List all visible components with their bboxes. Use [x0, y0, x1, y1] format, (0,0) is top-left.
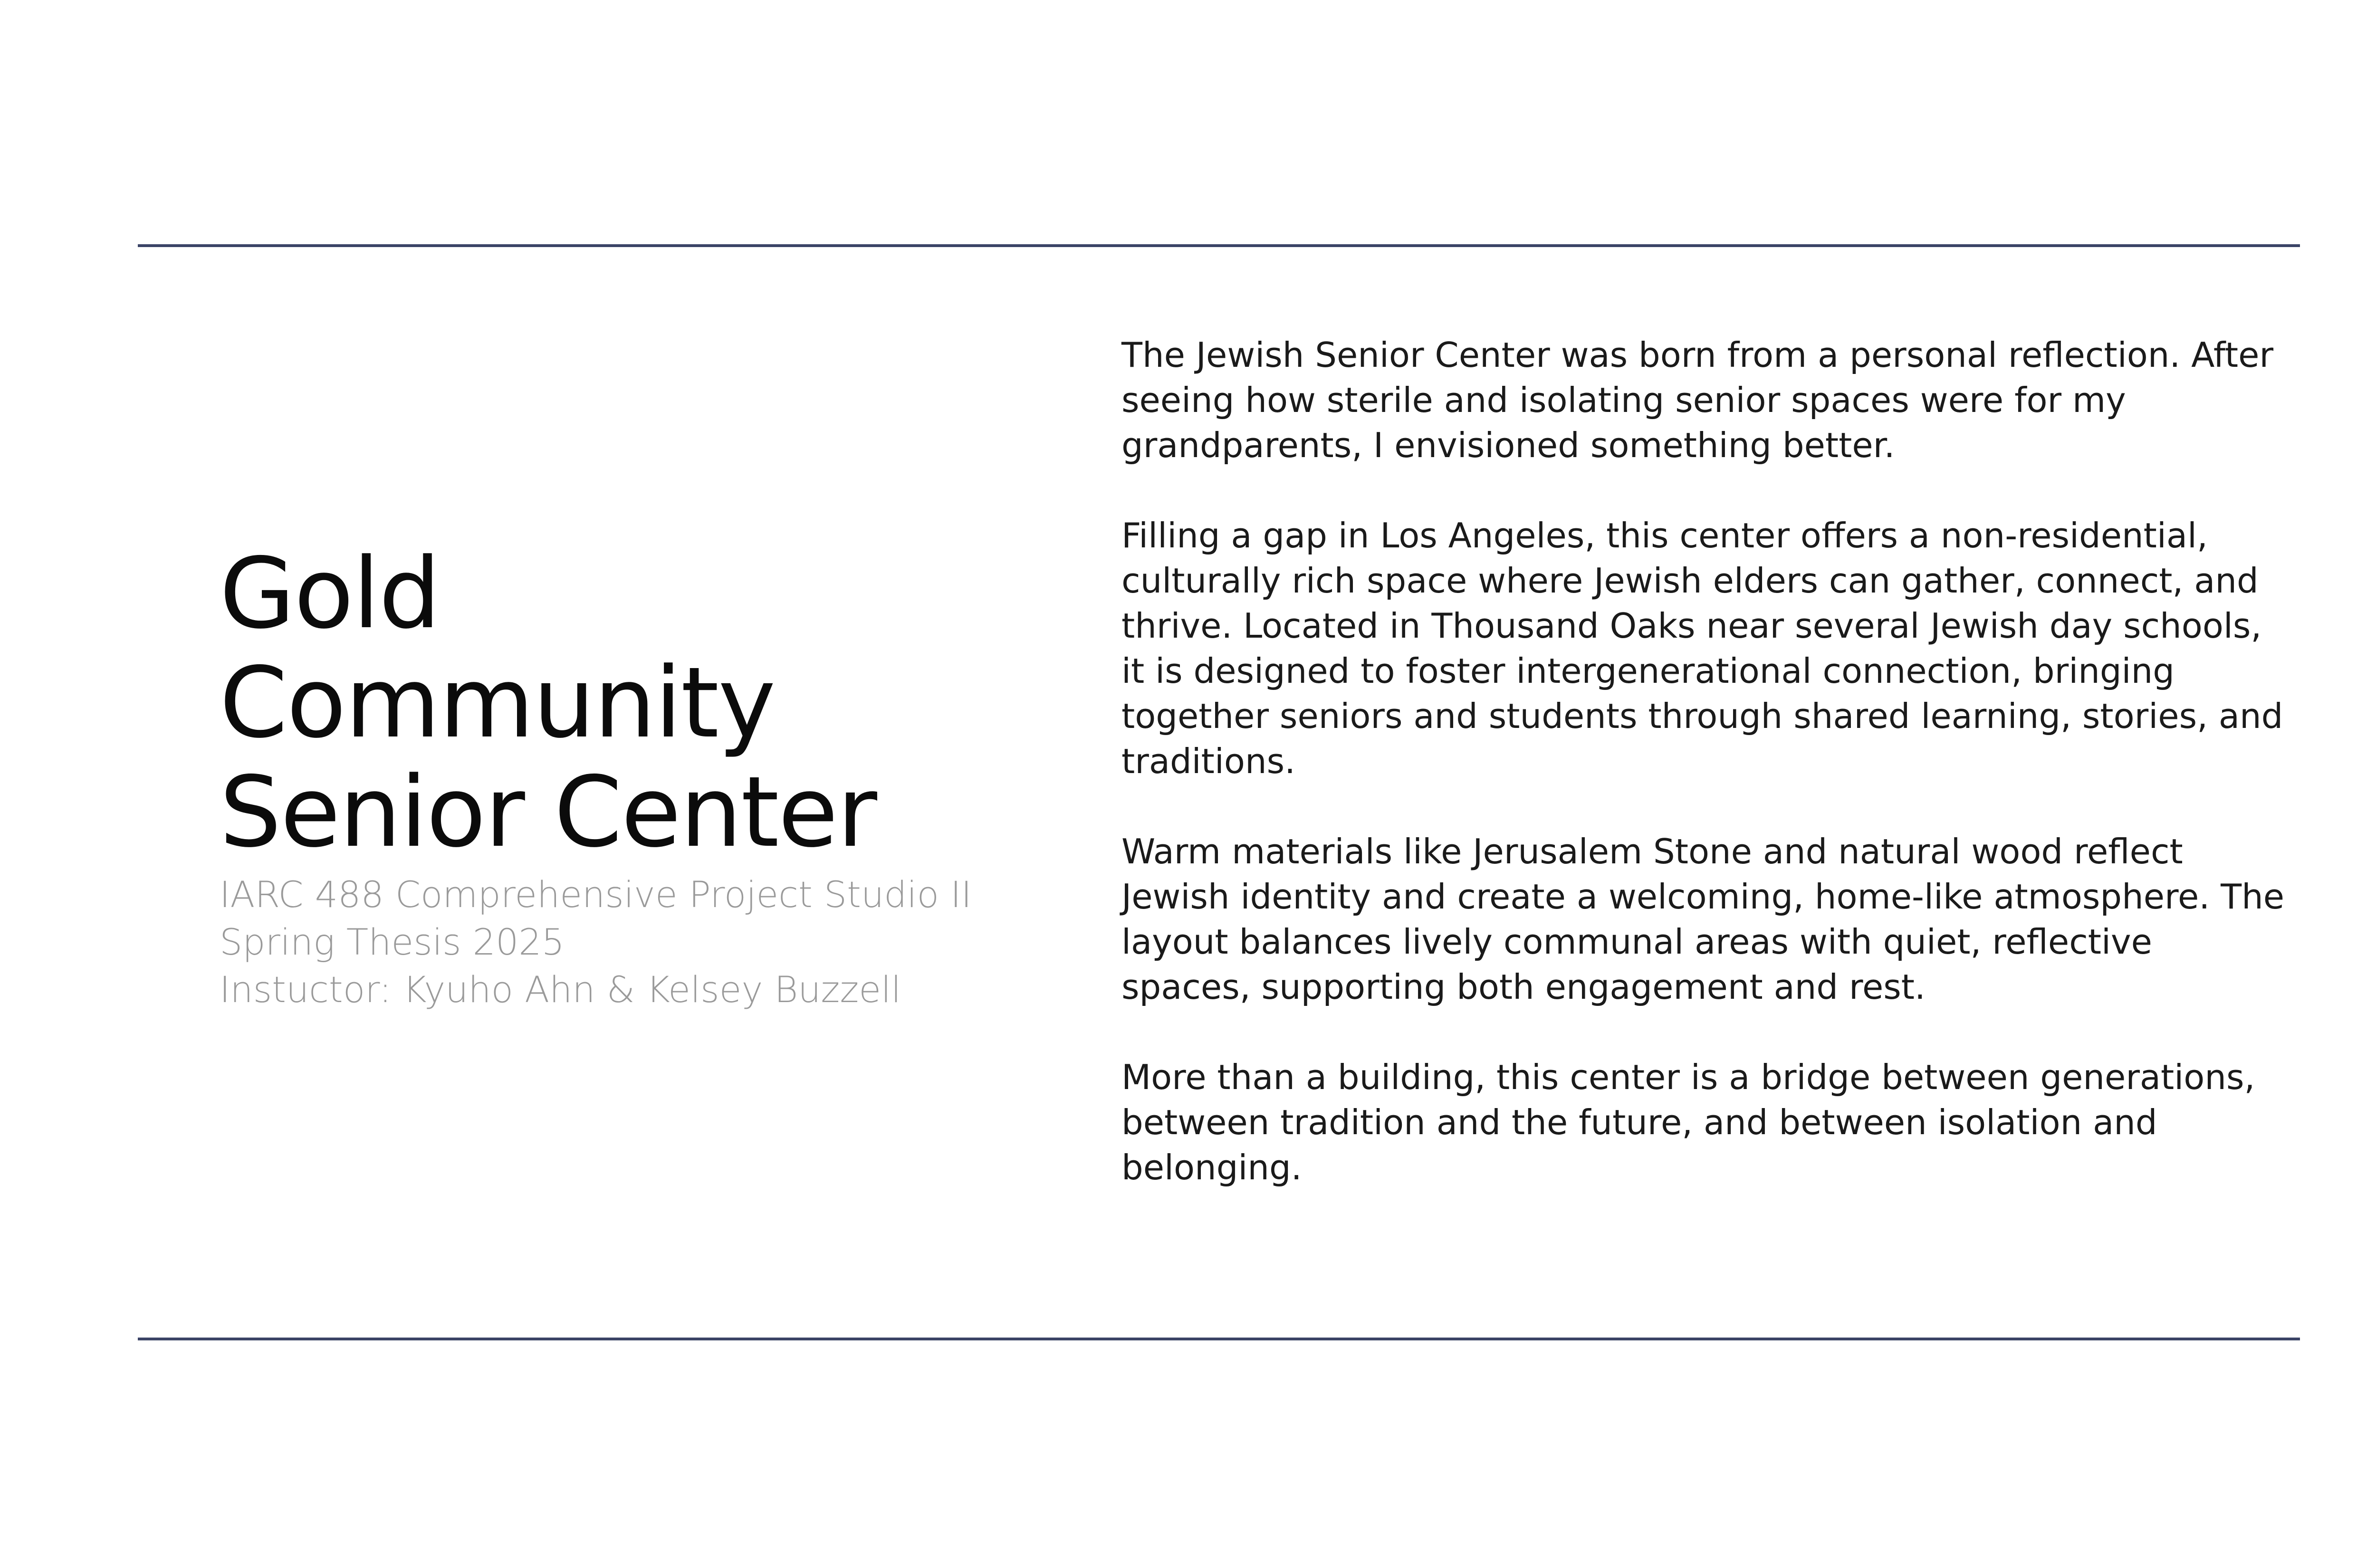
paragraph-purpose: Filling a gap in Los Angeles, this center offers a non-residential, culturally rich space where Jewish elders can gather, connect, and thrive. Located in Thousand Oaks near several Jewish day schools, it is designed to foster intergenerational connection, bringing together seniors and students through shared learning, stories, and traditions. — [1121, 516, 2283, 781]
term-label: Spring Thesis 2025 — [220, 921, 565, 963]
title-line-1: Gold — [220, 537, 440, 650]
paragraph-origin: The Jewish Senior Center was born from a personal reflection. After seeing how sterile and isolating senior spaces were for my grandparents, I envisioned something better. — [1121, 335, 2274, 465]
title-line-2: Community — [220, 647, 775, 760]
paragraph-conclusion: More than a building, this center is a bridge between generations, between tradition and the future, and between isolation and belonging. — [1121, 1057, 2255, 1187]
bottom-divider — [138, 1338, 2300, 1340]
paragraph-materials: Warm materials like Jerusalem Stone and natural wood reflect Jewish identity and create a welcoming, home-like atmosphere. The layout balances lively communal areas with quiet, reflective spaces, supporting both engagement and rest. — [1121, 832, 2285, 1007]
top-divider — [138, 244, 2300, 247]
project-subtitle — [220, 871, 1075, 1013]
instructors-label: Instuctor: Kyuho Ahn & Kelsey Buzzell — [220, 968, 901, 1011]
course-label: IARC 488 Comprehensive Project Studio II — [220, 873, 972, 916]
title-line-3: Senior Center — [220, 756, 876, 869]
page-title — [220, 539, 1075, 867]
title-block — [220, 539, 1075, 1013]
project-description — [1121, 333, 2290, 1190]
